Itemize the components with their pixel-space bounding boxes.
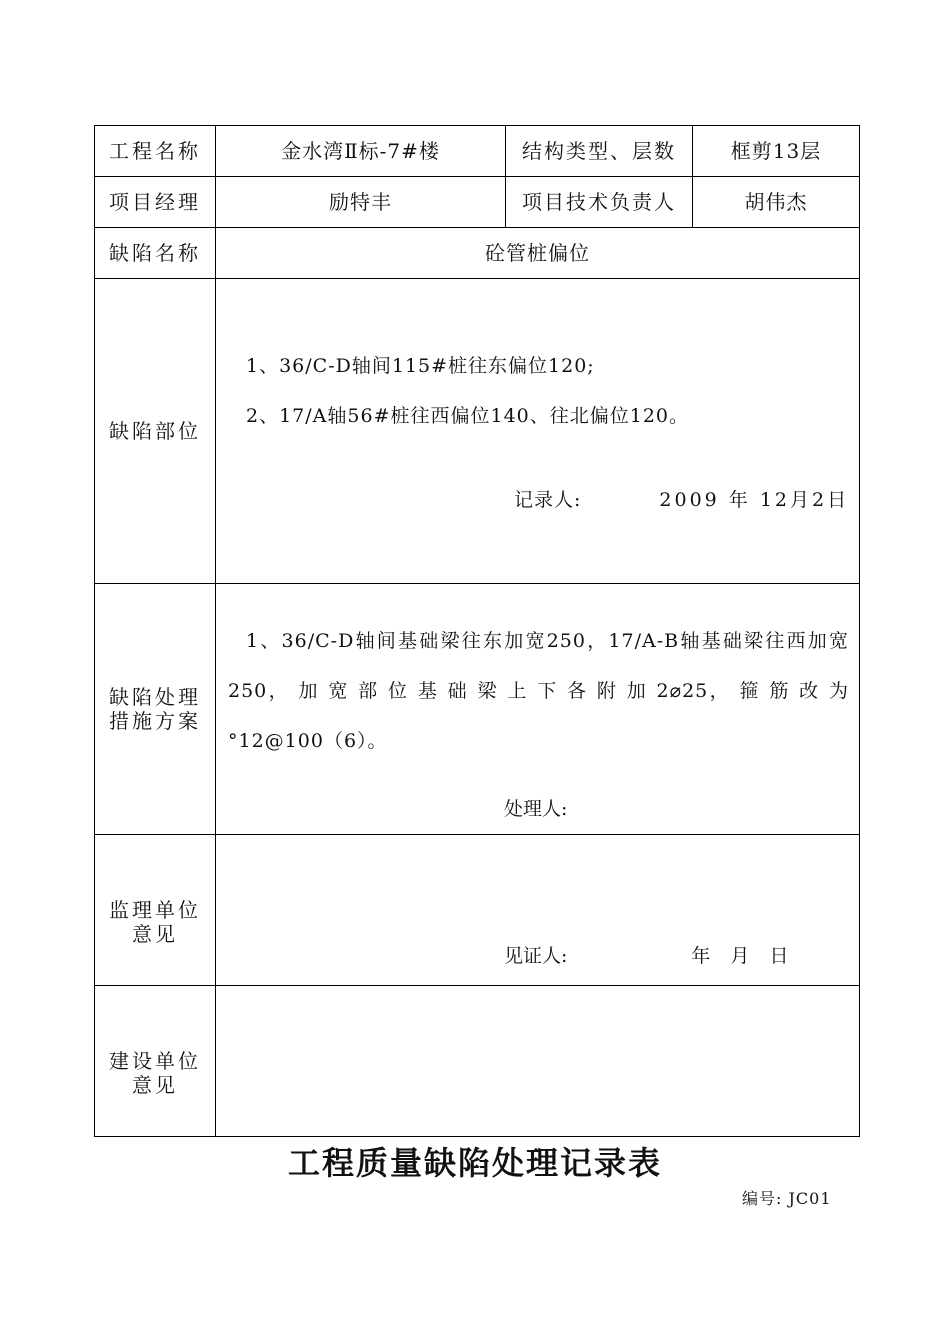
document-title: 工程质量缺陷处理记录表 bbox=[287, 1144, 662, 1182]
record-date: 2009 年 12月2日 bbox=[659, 489, 850, 511]
owner-label-line-2: 意见 bbox=[132, 1073, 178, 1097]
supervision-label-line-1: 监理单位 bbox=[109, 898, 201, 922]
defect-location-line-1: 1、36/C-D轴间115#桩往东偏位120; bbox=[246, 355, 595, 377]
date-month: 月 bbox=[730, 945, 750, 967]
row-manager bbox=[95, 177, 860, 228]
defect-record-table bbox=[94, 125, 860, 1137]
structure-value: 框剪13层 bbox=[693, 126, 860, 177]
row-project bbox=[95, 126, 860, 177]
witness-label: 见证人: bbox=[504, 945, 568, 967]
row-supervision bbox=[95, 835, 860, 986]
measure-cell bbox=[216, 584, 860, 835]
measure-text: 1、36/C-D轴间基础梁往东加宽250，17/A-B轴基础梁往西加宽 250， 加 宽 部 位 基 础 梁 上 下 各 附 加 2⌀25， 箍 筋 改 为 °12@100（6）。 bbox=[228, 630, 849, 752]
supervision-cell bbox=[216, 835, 860, 986]
owner-label-line-1: 建设单位 bbox=[109, 1049, 201, 1073]
project-name-value: 金水湾Ⅱ标-7#楼 bbox=[216, 126, 506, 177]
defect-location-line-2: 2、17/A轴56#桩往西偏位140、往北偏位120。 bbox=[246, 405, 690, 427]
defect-name-value: 砼管桩偏位 bbox=[216, 228, 860, 279]
measure-label-line-2: 措施方案 bbox=[109, 709, 201, 733]
project-name-label: 工程名称 bbox=[95, 126, 216, 177]
owner-label bbox=[95, 986, 216, 1137]
defect-name-label: 缺陷名称 bbox=[95, 228, 216, 279]
project-manager-label: 项目经理 bbox=[95, 177, 216, 228]
recorder-label: 记录人: bbox=[514, 489, 582, 511]
tech-lead-value: 胡伟杰 bbox=[693, 177, 860, 228]
date-year: 年 bbox=[691, 945, 711, 967]
measure-label bbox=[95, 584, 216, 835]
supervision-label-line-2: 意见 bbox=[132, 922, 178, 946]
witness-row bbox=[504, 945, 808, 968]
supervision-label bbox=[95, 835, 216, 986]
structure-label: 结构类型、层数 bbox=[506, 126, 693, 177]
handler-label: 处理人: bbox=[504, 798, 568, 820]
document-number: 编号: JC01 bbox=[742, 1189, 832, 1208]
row-defect-location bbox=[95, 279, 860, 584]
row-measures bbox=[95, 584, 860, 835]
recorder-row bbox=[514, 489, 849, 512]
row-defect-name bbox=[95, 228, 860, 279]
row-owner bbox=[95, 986, 860, 1137]
measure-label-line-1: 缺陷处理 bbox=[109, 685, 201, 709]
tech-lead-label: 项目技术负责人 bbox=[506, 177, 693, 228]
defect-location-label: 缺陷部位 bbox=[95, 279, 216, 584]
date-day: 日 bbox=[769, 945, 789, 967]
defect-location-lines bbox=[246, 341, 689, 441]
project-manager-value: 励特丰 bbox=[216, 177, 506, 228]
defect-location-cell bbox=[216, 279, 860, 584]
owner-opinion-cell bbox=[216, 986, 860, 1137]
witness-date bbox=[691, 945, 808, 968]
